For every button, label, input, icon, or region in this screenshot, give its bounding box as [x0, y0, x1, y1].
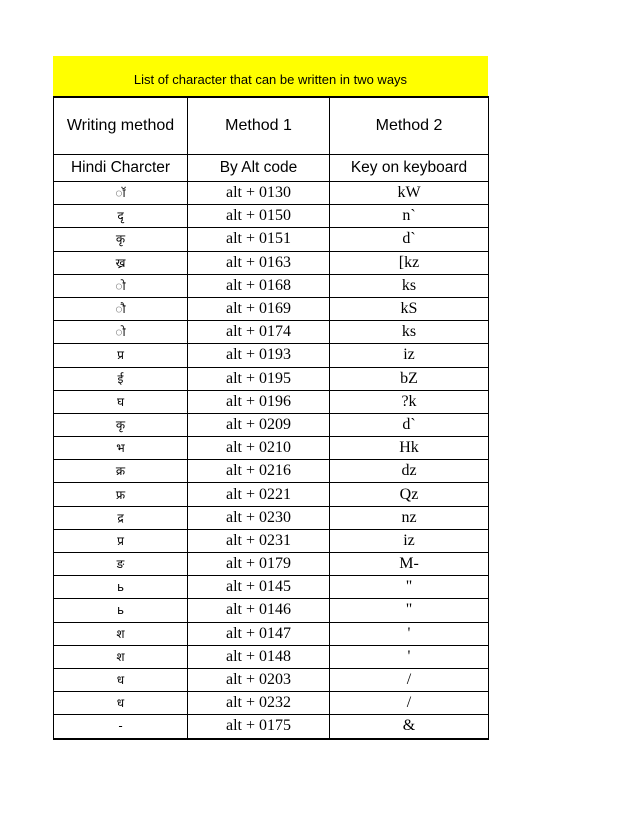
keyboard-key-cell[interactable]: ks: [330, 321, 489, 344]
table-row: [54, 367, 489, 390]
hindi-character-cell[interactable]: कृ: [54, 228, 188, 251]
header-writing-method[interactable]: Writing method: [54, 97, 188, 155]
keyboard-key-cell[interactable]: /: [330, 668, 489, 691]
hindi-character-cell[interactable]: ङ: [54, 553, 188, 576]
table-row: [54, 692, 489, 715]
hindi-character-cell[interactable]: द्र: [54, 506, 188, 529]
keyboard-key-cell[interactable]: ": [330, 576, 489, 599]
keyboard-key-cell[interactable]: ': [330, 622, 489, 645]
table-row: [54, 297, 489, 320]
keyboard-key-cell[interactable]: nz: [330, 506, 489, 529]
hindi-character-cell[interactable]: दृ: [54, 205, 188, 228]
hindi-character-cell[interactable]: ई: [54, 367, 188, 390]
alt-code-cell[interactable]: alt + 0216: [188, 460, 330, 483]
hindi-character-cell[interactable]: ध: [54, 692, 188, 715]
table-row: [54, 437, 489, 460]
alt-code-cell[interactable]: alt + 0150: [188, 205, 330, 228]
hindi-character-cell[interactable]: प्र: [54, 344, 188, 367]
hindi-character-cell[interactable]: -: [54, 715, 188, 739]
keyboard-key-cell[interactable]: M-: [330, 553, 489, 576]
header-row: [54, 97, 489, 155]
keyboard-key-cell[interactable]: n`: [330, 205, 489, 228]
hindi-character-cell[interactable]: श: [54, 622, 188, 645]
table-row: [54, 460, 489, 483]
hindi-character-cell[interactable]: क्र: [54, 460, 188, 483]
sheet-title: List of character that can be written in two ways: [53, 56, 488, 96]
alt-code-cell[interactable]: alt + 0145: [188, 576, 330, 599]
keyboard-key-cell[interactable]: bZ: [330, 367, 489, 390]
keyboard-key-cell[interactable]: ?k: [330, 390, 489, 413]
table-row: [54, 576, 489, 599]
keyboard-key-cell[interactable]: kW: [330, 182, 489, 205]
hindi-character-cell[interactable]: फ्र: [54, 483, 188, 506]
hindi-character-cell[interactable]: ь: [54, 599, 188, 622]
table-row: [54, 228, 489, 251]
alt-code-cell[interactable]: alt + 0232: [188, 692, 330, 715]
alt-code-cell[interactable]: alt + 0147: [188, 622, 330, 645]
keyboard-key-cell[interactable]: ks: [330, 274, 489, 297]
table-row: [54, 529, 489, 552]
character-table: [53, 96, 489, 740]
keyboard-key-cell[interactable]: d`: [330, 413, 489, 436]
hindi-character-cell[interactable]: भ: [54, 437, 188, 460]
subheader-keyboard-key[interactable]: Key on keyboard: [330, 155, 489, 182]
table-row: [54, 274, 489, 297]
keyboard-key-cell[interactable]: Hk: [330, 437, 489, 460]
keyboard-key-cell[interactable]: dz: [330, 460, 489, 483]
alt-code-cell[interactable]: alt + 0179: [188, 553, 330, 576]
header-method-1[interactable]: Method 1: [188, 97, 330, 155]
hindi-character-cell[interactable]: ौ: [54, 297, 188, 320]
subheader-row: [54, 155, 489, 182]
table-row: [54, 622, 489, 645]
table-row: [54, 553, 489, 576]
hindi-character-cell[interactable]: ो: [54, 321, 188, 344]
header-method-2[interactable]: Method 2: [330, 97, 489, 155]
keyboard-key-cell[interactable]: ": [330, 599, 489, 622]
keyboard-key-cell[interactable]: kS: [330, 297, 489, 320]
table-row: [54, 251, 489, 274]
alt-code-cell[interactable]: alt + 0210: [188, 437, 330, 460]
table-row: [54, 344, 489, 367]
hindi-character-cell[interactable]: श: [54, 645, 188, 668]
table-row: [54, 182, 489, 205]
table-row: [54, 413, 489, 436]
keyboard-key-cell[interactable]: iz: [330, 344, 489, 367]
table-row: [54, 645, 489, 668]
hindi-character-cell[interactable]: ь: [54, 576, 188, 599]
alt-code-cell[interactable]: alt + 0174: [188, 321, 330, 344]
hindi-character-cell[interactable]: ो: [54, 274, 188, 297]
alt-code-cell[interactable]: alt + 0230: [188, 506, 330, 529]
hindi-character-cell[interactable]: प्र: [54, 529, 188, 552]
hindi-character-cell[interactable]: कृ: [54, 413, 188, 436]
keyboard-key-cell[interactable]: [kz: [330, 251, 489, 274]
hindi-character-cell[interactable]: ॉ: [54, 182, 188, 205]
table-row: [54, 205, 489, 228]
hindi-character-cell[interactable]: ख्र: [54, 251, 188, 274]
table-row: [54, 668, 489, 691]
alt-code-cell[interactable]: alt + 0169: [188, 297, 330, 320]
keyboard-key-cell[interactable]: Qz: [330, 483, 489, 506]
alt-code-cell[interactable]: alt + 0151: [188, 228, 330, 251]
hindi-character-cell[interactable]: ध: [54, 668, 188, 691]
keyboard-key-cell[interactable]: ': [330, 645, 489, 668]
table-row: [54, 506, 489, 529]
alt-code-cell[interactable]: alt + 0130: [188, 182, 330, 205]
table-row: [54, 599, 489, 622]
table-row: [54, 390, 489, 413]
alt-code-cell[interactable]: alt + 0196: [188, 390, 330, 413]
alt-code-cell[interactable]: alt + 0175: [188, 715, 330, 739]
hindi-character-cell[interactable]: घ: [54, 390, 188, 413]
subheader-hindi-character[interactable]: Hindi Charcter: [54, 155, 188, 182]
keyboard-key-cell[interactable]: /: [330, 692, 489, 715]
table-row: [54, 483, 489, 506]
keyboard-key-cell[interactable]: &: [330, 715, 489, 739]
alt-code-cell[interactable]: alt + 0203: [188, 668, 330, 691]
alt-code-cell[interactable]: alt + 0193: [188, 344, 330, 367]
alt-code-cell[interactable]: alt + 0148: [188, 645, 330, 668]
spreadsheet: [53, 56, 488, 740]
alt-code-cell[interactable]: alt + 0163: [188, 251, 330, 274]
alt-code-cell[interactable]: alt + 0209: [188, 413, 330, 436]
alt-code-cell[interactable]: alt + 0168: [188, 274, 330, 297]
alt-code-cell[interactable]: alt + 0195: [188, 367, 330, 390]
alt-code-cell[interactable]: alt + 0231: [188, 529, 330, 552]
keyboard-key-cell[interactable]: iz: [330, 529, 489, 552]
alt-code-cell[interactable]: alt + 0221: [188, 483, 330, 506]
subheader-alt-code[interactable]: By Alt code: [188, 155, 330, 182]
table-row: [54, 715, 489, 739]
alt-code-cell[interactable]: alt + 0146: [188, 599, 330, 622]
table-row: [54, 321, 489, 344]
keyboard-key-cell[interactable]: d`: [330, 228, 489, 251]
